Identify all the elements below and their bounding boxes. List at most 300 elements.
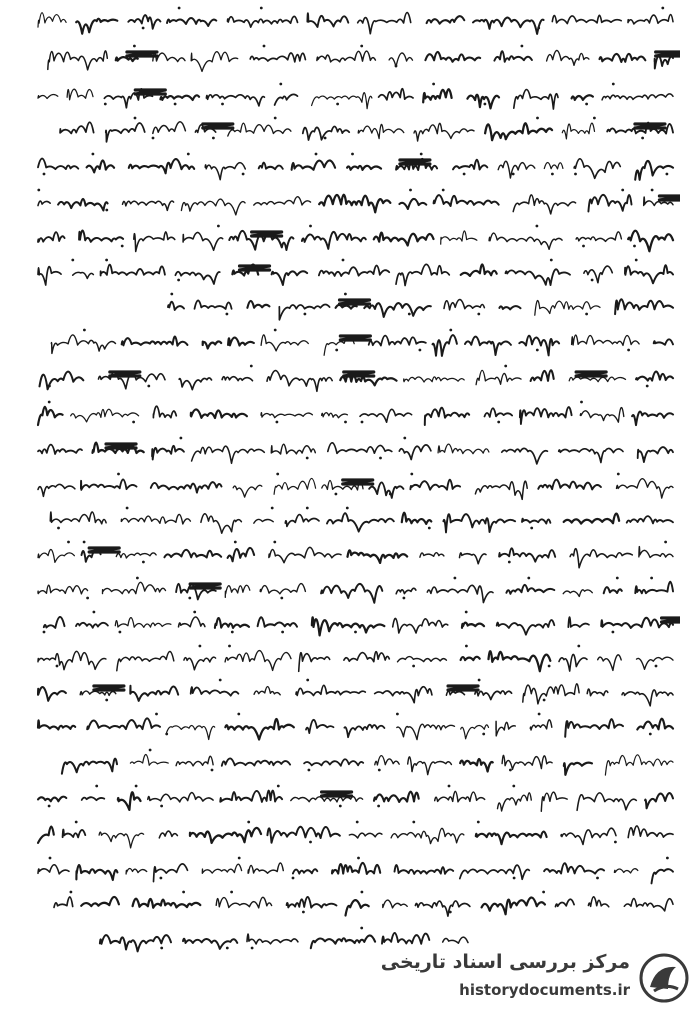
diacritic-dot: [342, 259, 345, 262]
diacritic-dot: [142, 27, 145, 30]
ink-blot: [89, 548, 119, 552]
handwritten-word: [637, 719, 673, 730]
handwritten-word: [195, 300, 232, 309]
handwritten-word: [38, 827, 54, 843]
handwritten-word: [349, 833, 382, 838]
handwritten-word: [636, 372, 673, 381]
diacritic-dot: [306, 679, 309, 682]
diacritic-dot: [228, 645, 231, 648]
handwritten-word: [605, 755, 673, 775]
handwritten-word: [220, 791, 282, 802]
handwritten-word: [502, 755, 552, 769]
diacritic-dot: [187, 153, 190, 156]
handwritten-word: [410, 480, 460, 490]
diacritic-dot: [596, 877, 599, 880]
handwritten-word: [415, 901, 470, 916]
handwritten-word: [50, 512, 106, 524]
diacritic-dot: [346, 507, 349, 510]
handwritten-word: [544, 162, 563, 168]
handwritten-word: [167, 726, 215, 740]
handwritten-word: [130, 686, 178, 701]
handwritten-word: [250, 53, 305, 62]
diacritic-dot: [226, 947, 229, 950]
diacritic-dot: [344, 421, 347, 424]
diacritic-dot: [280, 597, 283, 600]
diacritic-dot: [219, 679, 222, 682]
handwritten-word: [443, 514, 515, 532]
diacritic-dot: [48, 385, 51, 388]
handwritten-word: [116, 553, 156, 558]
diacritic-dot: [585, 313, 588, 316]
handwritten-word: [153, 406, 176, 417]
ink-blot: [127, 52, 157, 56]
diacritic-dot: [512, 173, 515, 176]
diacritic-dot: [508, 561, 511, 564]
diacritic-dot: [408, 313, 411, 316]
handwritten-word: [358, 13, 411, 34]
handwritten-word: [76, 865, 117, 880]
diacritic-dot: [361, 421, 364, 424]
handwritten-word: [402, 513, 432, 524]
diacritic-dot: [237, 713, 240, 716]
watermark-url: historydocuments.ir: [459, 981, 630, 999]
handwritten-word: [115, 618, 171, 628]
handwritten-word: [62, 759, 117, 774]
handwritten-word: [38, 687, 66, 701]
handwritten-word: [476, 832, 547, 845]
handwritten-word: [203, 341, 222, 348]
handwritten-word: [322, 413, 348, 418]
diacritic-dot: [242, 173, 245, 176]
handwritten-word: [38, 797, 66, 802]
handwritten-word: [602, 94, 673, 100]
handwritten-word: [588, 897, 608, 907]
diacritic-dot: [93, 611, 96, 614]
handwritten-word: [71, 409, 139, 422]
handwritten-word: [465, 337, 511, 355]
diacritic-dot: [580, 401, 583, 404]
diacritic-dot: [432, 83, 435, 86]
diacritic-dot: [292, 877, 295, 880]
handwritten-word: [396, 588, 416, 594]
diacritic-dot: [170, 293, 173, 296]
diacritic-dot: [48, 805, 51, 808]
handwritten-word: [485, 408, 513, 417]
handwritten-word: [520, 407, 572, 424]
handwritten-word: [134, 232, 175, 252]
handwritten-word: [296, 685, 365, 695]
ink-blot: [106, 444, 136, 448]
handwritten-word: [51, 335, 115, 353]
diacritic-dot: [92, 153, 95, 156]
handwritten-word: [100, 935, 171, 951]
handwritten-word: [569, 377, 625, 382]
handwritten-word: [460, 759, 493, 772]
handwritten-word: [552, 15, 621, 23]
handwritten-word: [312, 93, 372, 109]
handwritten-word: [306, 720, 334, 733]
diacritic-dot: [538, 713, 541, 716]
handwritten-word: [563, 590, 592, 597]
handwritten-word: [654, 339, 673, 345]
handwritten-word: [191, 52, 238, 72]
ink-blot: [240, 266, 270, 270]
diacritic-dot: [389, 493, 392, 496]
handwritten-word: [604, 587, 622, 593]
handwritten-word: [201, 514, 242, 533]
diacritic-dot: [649, 733, 652, 736]
handwritten-word: [564, 763, 592, 775]
handwritten-word: [106, 123, 145, 142]
diacritic-dot: [260, 7, 263, 10]
diacritic-dot: [136, 577, 139, 580]
archive-emblem-icon: [638, 953, 690, 1003]
handwritten-word: [292, 160, 336, 169]
handwritten-word: [225, 585, 250, 597]
diacritic-dot: [231, 631, 234, 634]
handwritten-word: [544, 863, 604, 873]
diacritic-dot: [616, 577, 619, 580]
handwritten-word: [408, 757, 452, 775]
diacritic-dot: [482, 733, 485, 736]
handwritten-word: [446, 691, 464, 695]
handwritten-word: [183, 939, 237, 949]
diacritic-dot: [273, 541, 276, 544]
handwritten-word: [269, 547, 341, 562]
handwritten-word: [572, 95, 593, 100]
archive-watermark: [380, 947, 690, 1007]
diacritic-dot: [178, 7, 181, 10]
diacritic-dot: [585, 103, 588, 106]
handwritten-word: [215, 618, 249, 628]
diacritic-dot: [377, 805, 380, 808]
diacritic-dot: [309, 841, 312, 844]
handwritten-word: [228, 338, 254, 346]
handwritten-word: [559, 654, 587, 671]
diacritic-dot: [478, 679, 481, 682]
handwritten-word: [541, 792, 567, 811]
handwritten-word: [275, 94, 298, 105]
diacritic-dot: [230, 891, 233, 894]
diacritic-dot: [37, 189, 40, 192]
handwritten-word: [393, 618, 448, 633]
handwritten-word: [572, 335, 640, 345]
diacritic-dot: [361, 891, 364, 894]
handwritten-word: [461, 725, 489, 739]
diacritic-dot: [217, 225, 220, 228]
diacritic-dot: [335, 349, 338, 352]
handwritten-word: [228, 16, 298, 27]
diacritic-dot: [174, 103, 177, 106]
diacritic-dot: [211, 769, 214, 772]
diacritic-dot: [635, 259, 638, 262]
handwritten-word: [358, 124, 404, 138]
diacritic-dot: [132, 421, 135, 424]
diacritic-dot: [617, 473, 620, 476]
diacritic-dot: [117, 473, 120, 476]
handwritten-word: [475, 691, 512, 700]
diacritic-dot: [642, 457, 645, 460]
handwritten-word: [38, 267, 61, 285]
diacritic-dot: [396, 713, 399, 716]
handwritten-word: [38, 201, 50, 206]
handwritten-word: [559, 448, 623, 462]
diacritic-dot: [395, 65, 398, 68]
diacritic-dot: [104, 103, 107, 106]
handwritten-word: [40, 372, 84, 390]
ink-blot: [448, 686, 478, 690]
handwritten-word: [443, 937, 468, 943]
handwritten-word: [397, 724, 455, 739]
diacritic-dot: [199, 645, 202, 648]
handwritten-word: [523, 684, 579, 704]
handwritten-word: [328, 443, 392, 454]
handwritten-word: [423, 89, 451, 102]
diacritic-dot: [512, 785, 515, 788]
handwritten-word: [625, 265, 673, 283]
handwritten-word: [425, 408, 469, 425]
handwritten-word: [460, 553, 487, 564]
handwritten-word: [396, 264, 449, 285]
diacritic-dot: [339, 805, 342, 808]
handwritten-word: [530, 720, 552, 730]
diacritic-dot: [212, 137, 215, 140]
handwritten-word: [519, 336, 559, 356]
handwritten-word: [489, 651, 551, 671]
diacritic-dot: [442, 189, 445, 192]
handwriting-strokes: [18, 6, 680, 961]
diacritic-dot: [142, 561, 145, 564]
diacritic-dot: [135, 785, 138, 788]
diacritic-dot: [160, 805, 163, 808]
handwritten-word: [398, 657, 447, 662]
handwritten-word: [274, 478, 316, 494]
handwritten-word: [461, 657, 480, 660]
handwritten-word: [73, 272, 94, 278]
handwritten-word: [179, 378, 211, 390]
handwritten-word: [206, 95, 264, 106]
handwritten-word: [81, 897, 119, 906]
handwritten-word: [38, 407, 63, 425]
handwritten-word: [222, 758, 290, 765]
handwritten-word: [128, 15, 160, 29]
diacritic-dot: [650, 577, 653, 580]
handwritten-word: [617, 479, 674, 498]
handwritten-word: [635, 161, 673, 180]
ink-blot: [340, 336, 370, 340]
handwritten-word: [556, 899, 575, 906]
handwritten-word: [425, 52, 480, 62]
diacritic-dot: [43, 173, 46, 176]
handwritten-word: [462, 623, 484, 628]
diacritic-dot: [56, 665, 59, 668]
handwritten-word: [254, 519, 273, 523]
handwritten-word: [164, 550, 221, 558]
handwritten-word: [369, 336, 426, 346]
diacritic-dot: [465, 611, 468, 614]
handwritten-word: [151, 482, 222, 492]
handwritten-word: [374, 792, 419, 802]
handwritten-word: [225, 651, 291, 671]
diacritic-dot: [410, 473, 413, 476]
handwritten-word: [502, 448, 548, 464]
diacritic-dot: [536, 117, 539, 120]
handwritten-word: [628, 826, 673, 838]
handwritten-word: [121, 514, 190, 524]
handwritten-word: [302, 232, 366, 249]
handwritten-word: [389, 53, 412, 67]
diacritic-dot: [591, 279, 594, 282]
ink-blot: [344, 372, 374, 376]
diacritic-dot: [226, 313, 229, 316]
handwritten-word: [435, 791, 485, 801]
handwritten-word: [153, 122, 186, 134]
diacritic-dot: [277, 785, 280, 788]
diacritic-dot: [48, 401, 51, 404]
diacritic-dot: [509, 769, 512, 772]
handwritten-word: [248, 863, 283, 873]
handwritten-word: [225, 719, 293, 740]
handwritten-word: [202, 864, 241, 873]
diacritic-dot: [627, 349, 630, 352]
handwritten-word: [38, 651, 106, 669]
handwritten-word: [191, 687, 239, 696]
diacritic-dot: [302, 911, 305, 914]
handwritten-word: [293, 869, 317, 873]
diacritic-dot: [354, 631, 357, 634]
diacritic-dot: [70, 891, 73, 894]
handwritten-word: [332, 863, 380, 874]
diacritic-dot: [335, 493, 338, 496]
handwritten-word: [499, 306, 520, 309]
diacritic-dot: [121, 245, 124, 248]
handwritten-word: [54, 897, 73, 907]
handwritten-word: [133, 899, 201, 908]
handwritten-word: [498, 793, 532, 811]
handwritten-word: [80, 691, 116, 695]
handwritten-word: [499, 548, 555, 561]
ink-blot: [656, 52, 680, 56]
handwritten-word: [38, 94, 58, 98]
ink-blot: [400, 160, 430, 164]
handwritten-word: [576, 232, 621, 242]
diacritic-dot: [133, 45, 136, 48]
diacritic-dot: [57, 527, 60, 530]
handwritten-word: [628, 231, 673, 251]
handwritten-word: [624, 899, 673, 911]
handwritten-word: [489, 233, 562, 249]
diacritic-dot: [67, 541, 70, 544]
handwritten-word: [38, 484, 75, 496]
handwritten-word: [183, 232, 223, 250]
handwritten-word: [38, 720, 75, 729]
diacritic-dot: [513, 877, 516, 880]
diacritic-dot: [165, 733, 168, 736]
diacritic-dot: [661, 7, 664, 10]
diacritic-dot: [49, 857, 52, 860]
diacritic-dot: [655, 665, 658, 668]
handwritten-word: [67, 89, 93, 100]
diacritic-dot: [378, 769, 381, 772]
diacritic-dot: [530, 527, 533, 530]
handwritten-word: [327, 513, 394, 531]
diacritic-dot: [83, 541, 86, 544]
diacritic-dot: [548, 665, 551, 668]
handwritten-word: [58, 199, 108, 211]
handwritten-word: [427, 585, 493, 602]
handwritten-word: [116, 57, 138, 61]
handwritten-word: [473, 18, 544, 34]
handwritten-word: [404, 377, 465, 382]
handwritten-word: [383, 900, 407, 908]
handwritten-word: [191, 409, 247, 418]
handwritten-word: [190, 828, 261, 843]
handwritten-word: [311, 935, 375, 948]
ink-blot: [322, 792, 352, 796]
diacritic-dot: [344, 293, 347, 296]
diacritic-dot: [279, 83, 282, 86]
handwritten-word: [216, 897, 271, 908]
diacritic-dot: [351, 153, 354, 156]
handwritten-word: [233, 485, 262, 497]
handwritten-word: [453, 160, 487, 170]
handwritten-word: [344, 725, 384, 738]
handwritten-word: [285, 515, 319, 527]
handwritten-word: [375, 687, 432, 703]
handwritten-word: [312, 617, 384, 635]
handwritten-word: [344, 652, 389, 662]
ink-blot: [190, 584, 220, 588]
diacritic-dot: [281, 631, 284, 634]
handwritten-word: [547, 50, 589, 65]
diacritic-dot: [43, 631, 46, 634]
handwritten-word: [399, 445, 431, 460]
diacritic-dot: [412, 821, 415, 824]
handwritten-word: [228, 123, 291, 136]
handwritten-word: [444, 300, 484, 310]
handwritten-word: [222, 377, 252, 381]
handwritten-word: [205, 163, 245, 180]
ink-blot: [94, 686, 124, 690]
handwritten-word: [360, 409, 412, 422]
diacritic-dot: [247, 821, 250, 824]
diacritic-dot: [419, 349, 422, 352]
handwritten-word: [565, 719, 623, 737]
handwritten-word: [574, 159, 620, 179]
handwritten-word: [123, 201, 174, 210]
diacritic-dot: [577, 645, 580, 648]
handwritten-word: [438, 444, 489, 454]
handwritten-word: [254, 197, 311, 205]
handwritten-word: [628, 15, 673, 24]
ink-blot: [340, 300, 370, 304]
handwritten-word: [118, 792, 141, 810]
handwritten-word: [38, 445, 82, 454]
handwritten-word: [160, 95, 199, 100]
diacritic-dot: [105, 259, 108, 262]
diacritic-dot: [521, 45, 524, 48]
diacritic-dot: [409, 189, 412, 192]
diacritic-dot: [221, 103, 224, 106]
handwritten-word: [506, 269, 571, 285]
handwritten-word: [82, 797, 105, 800]
handwritten-word: [176, 756, 213, 766]
handwritten-word: [175, 272, 219, 284]
handwritten-word: [460, 865, 530, 879]
diacritic-dot: [304, 313, 307, 316]
handwritten-word: [319, 195, 390, 213]
handwritten-word: [600, 54, 646, 62]
